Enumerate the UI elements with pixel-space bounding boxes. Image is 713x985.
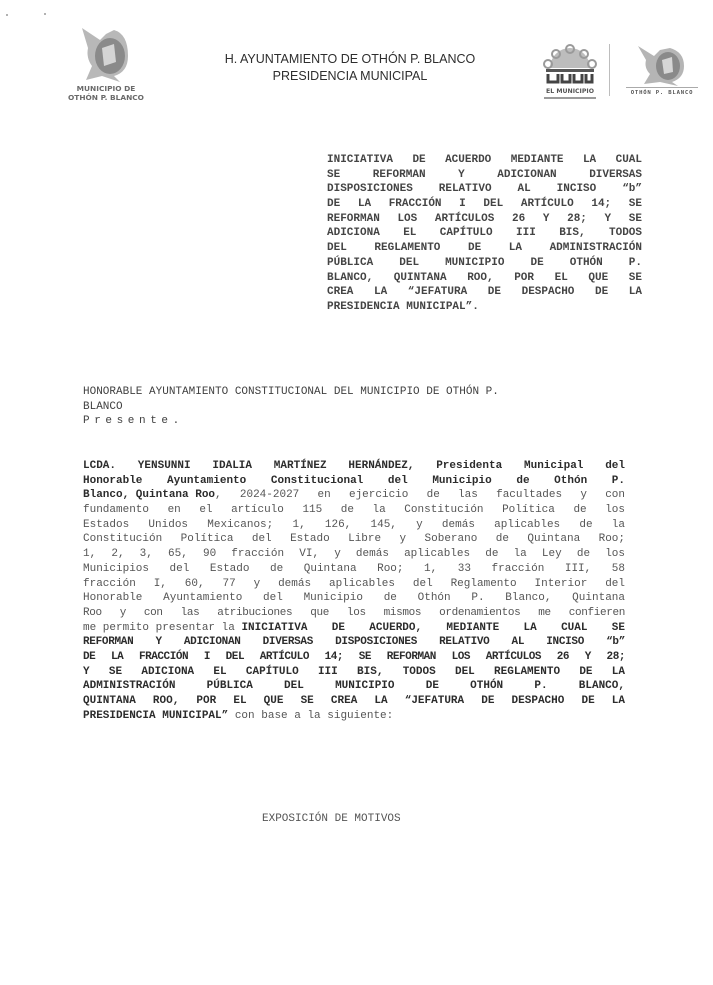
ayuntamiento-2024-2027-logo — [614, 44, 710, 104]
body-text: , 2024-2027 en ejercicio de las facultades y con — [215, 489, 625, 502]
presidencia-municipal: PRESIDENCIA MUNICIPAL — [272, 69, 428, 83]
body-line: Roo y con las atribuciones que los mismos ordenamientos me confieren — [83, 606, 625, 619]
addressee-line-1: HONORABLE AYUNTAMIENTO CONSTITUCIONAL DEL MUNICIPIO DE OTHÓN P. — [83, 386, 499, 398]
el-municipio-label: EL MUNICIPIO — [546, 88, 594, 95]
initiative-reference: INICIATIVA DE ACUERDO, MEDIANTE LA CUAL SE — [241, 621, 625, 634]
addressee — [83, 385, 628, 429]
initiative-title-line: PRESIDENCIA MUNICIPAL”. — [327, 300, 479, 313]
addressee-line-2: BLANCO — [83, 400, 123, 413]
body-line: Y SE ADICIONA EL CAPÍTULO III BIS, TODOS DEL REGLAMENTO DE LA — [83, 665, 625, 678]
greeting: Presente. — [83, 415, 184, 428]
initiative-title-line: INICIATIVA DE ACUERDO MEDIANTE LA CUAL — [327, 154, 642, 166]
presidenta-jurisdiction: Blanco, Quintana Roo — [83, 489, 216, 502]
mayan-fret-emblem-icon — [538, 44, 602, 88]
initiative-title-line: ADICIONA EL CAPÍTULO III BIS, TODOS — [327, 227, 642, 240]
initiative-title-line: PÚBLICA DEL MUNICIPIO DE OTHÓN P. — [327, 256, 642, 269]
ayuntamiento-name: H. AYUNTAMIENTO DE OTHÓN P. BLANCO — [224, 52, 476, 66]
logo-tagline-line — [626, 87, 698, 88]
body-line: DE LA FRACCIÓN I DEL ARTÍCULO 14; SE REFORMAN LOS ARTÍCULOS 26 Y 28; — [83, 650, 625, 663]
body-line — [83, 621, 625, 636]
initiative-reference-end: PRESIDENCIA MUNICIPAL” — [83, 709, 229, 722]
body-line: 1, 2, 3, 65, 90 fracción VI, y demás aplicables de la Ley de los — [83, 548, 625, 561]
scan-speck — [6, 14, 8, 16]
body-line: QUINTANA ROO, POR EL QUE SE CREA LA “JEFATURA DE DESPACHO DE LA — [83, 695, 625, 707]
initiative-title-line: SE REFORMAN Y ADICIONAN DIVERSAS — [327, 168, 642, 181]
el-municipio-logo — [538, 44, 602, 102]
body-line: Constitución Política del Estado Libre y Soberano de Quintana Roo; — [83, 533, 625, 546]
body-line: Estados Unidos Mexicanos; 1, 126, 145, y demás aplicables de la — [83, 518, 625, 531]
section-heading: EXPOSICIÓN DE MOTIVOS — [262, 813, 401, 825]
initiative-title-line: DE LA FRACCIÓN I DEL ARTÍCULO 14; SE — [327, 198, 642, 211]
initiative-title-line: DEL REGLAMENTO DE LA ADMINISTRACIÓN — [327, 242, 642, 255]
initiative-title-line: BLANCO, QUINTANA ROO, POR EL QUE SE — [327, 271, 642, 284]
logo-tagline-line — [544, 97, 596, 99]
body-line: REFORMAN Y ADICIONAN DIVERSAS DISPOSICIONES RELATIVO AL INCISO “b” — [83, 636, 625, 649]
logo-left-line-2: OTHÓN P. BLANCO — [68, 93, 144, 102]
body-paragraph — [83, 459, 625, 723]
body-text: me permito presentar la — [83, 621, 242, 634]
initiative-title-line: REFORMAN LOS ARTÍCULOS 26 Y 28; Y SE — [327, 212, 642, 225]
othon-blanco-label: OTHÓN P. BLANCO — [630, 90, 694, 96]
body-line: Municipios del Estado de Quintana Roo; 1, 33 fracción III, 58 — [83, 562, 625, 575]
othon-blanco-emblem-icon — [614, 44, 710, 86]
initiative-title-line: CREA LA “JEFATURA DE DESPACHO DE LA — [327, 286, 642, 299]
body-line: Honorable Ayuntamiento Constitucional del Municipio de Othón P. — [83, 474, 625, 487]
logo-left-line-1: MUNICIPIO DE — [76, 84, 136, 93]
body-line: Honorable Ayuntamiento del Municipio de Othón P. Blanco, Quintana — [83, 592, 625, 605]
body-text: con base a la siguiente: — [228, 709, 394, 722]
initiative-title — [327, 153, 642, 315]
municipio-othon-p-blanco-logo — [62, 26, 150, 110]
body-line — [83, 709, 625, 724]
body-line: ADMINISTRACIÓN PÚBLICA DEL MUNICIPIO DE OTHÓN P. BLANCO, — [83, 680, 625, 693]
body-line: fundamento en el artículo 115 de la Constitución Política de los — [83, 504, 625, 517]
logo-divider — [609, 44, 610, 96]
othon-blanco-emblem-icon — [80, 26, 132, 82]
scan-speck — [44, 13, 46, 15]
body-line — [83, 488, 625, 503]
body-line: LCDA. YENSUNNI IDALIA MARTÍNEZ HERNÁNDEZ, Presidenta Municipal del — [83, 460, 625, 472]
letterhead-title — [200, 51, 500, 85]
initiative-title-line: DISPOSICIONES RELATIVO AL INCISO “b” — [327, 183, 642, 196]
body-line: fracción I, 60, 77 y demás aplicables del Reglamento Interior del — [83, 577, 625, 590]
